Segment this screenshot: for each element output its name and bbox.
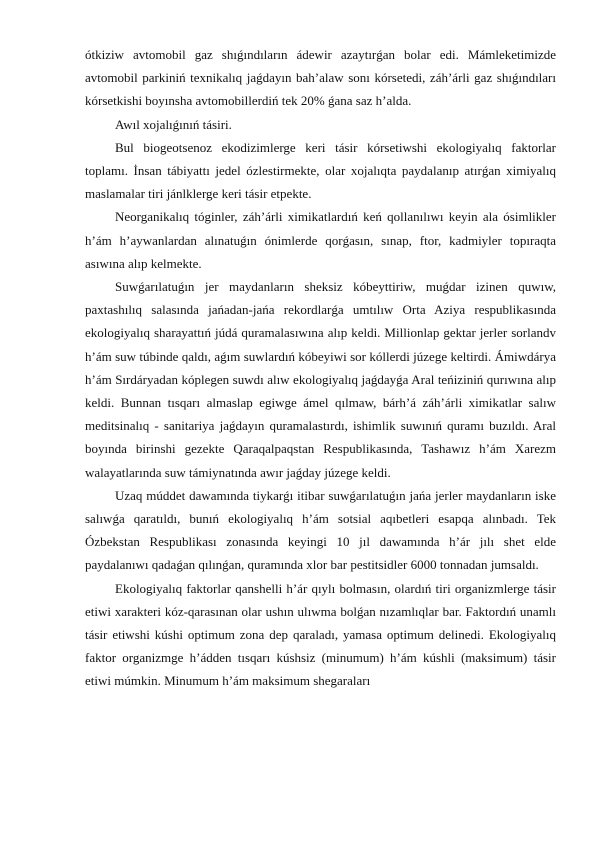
paragraph-5: Suwǵarılatuǵın jer maydanların sheksiz kóbeyttiriw, muǵdar izinen quwıw, paxtashılıq salasında jańadan-jańa rekordlarǵa umtılıw Orta Aziya respublikasında ekologiyalıq sharayattıń júdá quramalasıwına alıp keldi. Millionlap gektar jerler sorlandv h’ám suw túbinde qaldı, aǵım suwlardıń kóbeyiwi sor kóllerdi júzege keltirdi. Ámiwdárya h’ám Sırdáryadan kóplegen suwdı alıw ekologiyalıq jaǵdayǵa Aral teńiziniń qurıwına alıp keldi. Bunnan tısqarı almaslap egiwge ámel qılmaw, bárh’á záh’árli ximikatlar salıw meditsinalıq - sanitariya jaǵdayın quramalastırdı, ishimlik suwınıń quramı buzıldı. Aral boyında birinshi gezekte Qaraqalpaqstan Respublikasında, Tashawız h’ám Xarezm walayatlarında suw támiynatında awır jaǵday júzege keldi. xyxy=(85,279,556,480)
paragraph-7: Ekologiyalıq faktorlar qanshelli h’ár qıylı bolmasın, olardıń tiri organizmlerge tásir etiwi xarakteri kóz-qarasınan olar ushın ulıwma bolǵan nızamlıqlar bar. Faktordıń unamlı tásir etiwshi kúshi optimum zona dep qaraladı, yamasa optimum delinedi. Ekologiyalıq faktor organizmge h’ádden tısqarı kúshsiz (minumum) h’ám kúshli (maksimum) tásir etiwi múmkin. Minumum h’ám maksimum shegaraları xyxy=(85,580,556,689)
paragraph-6: Uzaq múddet dawamında tiykarǵı itibar suwǵarılatuǵın jańa jerler maydanların iske salıwǵa qaratıldı, bunıń ekologiyalıq h’ám sotsial aqıbetleri esapqa alınbadı. Tek Ózbekstan Respublikası zonasında keyingi 10 jıl dawamında h’ár jılı shet elde paydalanıwı qadaǵan qılınǵan, quramında xlor bar pestitsidler 6000 tonnadan jumsaldı. xyxy=(85,487,556,573)
paragraph-4: Neorganikalıq tóginler, záh’árli ximikatlardıń keń qollanılıwı keyin ala ósimlikler h’ám h’aywanlardan alınatuǵın ónimlerde qorǵasın, sınap, ftor, kadmiyler topıraqta asıwına alıp kelmekte. xyxy=(85,209,556,271)
paragraph-1: ótkiziw avtomobil gaz shıǵındıların ádewir azaytırǵan bolar edi. Mámleketimizde avtomobil parkiniń texnikalıq jaǵdayın bah’alaw sonı kórsetedi, záh’árli gaz shıǵındıları kórsetkishi boyınsha avtomobillerdiń tek 20% ǵana saz h’alda. xyxy=(85,47,556,109)
paragraph-3: Bul biogeotsenoz ekodizimlerge keri tásir kórsetiwshi ekologiyalıq faktorlar toplamı. İnsan tábiyattı jedel ózlestirmekte, olar xojalıqta paydalanıp atırǵan ximiyalıq maslamalar tiri jánlklerge keri tásir etpekte. xyxy=(85,139,556,202)
document-page xyxy=(85,43,556,693)
paragraph-2: Awıl xojalıǵınıń tásiri. xyxy=(115,116,232,132)
